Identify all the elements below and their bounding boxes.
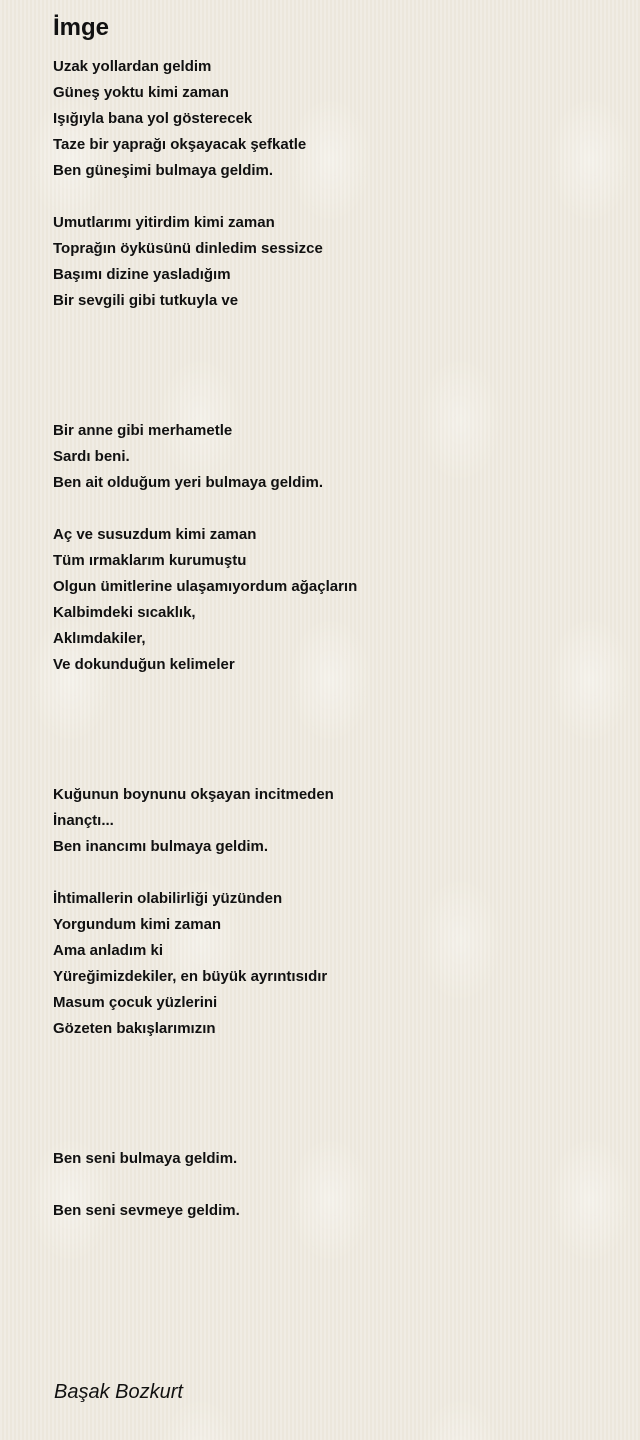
poem-line: Umutlarımı yitirdim kimi zaman <box>53 214 275 231</box>
poem-line: Aklımdakiler, <box>53 630 146 647</box>
poem-line: Tüm ırmaklarım kurumuştu <box>53 552 247 569</box>
stanza <box>53 782 613 860</box>
poem-line: Ama anladım ki <box>53 942 164 959</box>
poem-line: İnançtı... <box>53 812 114 829</box>
poem-line: Yorgundum kimi zaman <box>53 916 222 933</box>
poem-line: Güneş yoktu kimi zaman <box>53 84 229 101</box>
poem-line: Olgun ümitlerine ulaşamıyordum ağaçların <box>53 578 358 595</box>
poem-line: Kalbimdeki sıcaklık, <box>53 604 196 621</box>
stanza-gap <box>53 860 613 886</box>
poem-line: Gözeten bakışlarımızın <box>53 1020 216 1037</box>
poem-line: Başımı dizine yasladığım <box>53 266 231 283</box>
poem-author: Başak Bozkurt <box>54 1381 183 1403</box>
poem-line: İhtimallerin olabilirliği yüzünden <box>53 890 283 907</box>
stanza-gap <box>53 496 613 522</box>
stanza <box>53 1198 613 1224</box>
poem-line: Kuğunun boynunu okşayan incitmeden <box>53 786 334 803</box>
section-gap <box>53 1042 613 1146</box>
poem-line: Taze bir yaprağı okşayacak şefkatle <box>53 136 307 153</box>
stanza <box>53 522 613 678</box>
poem-line: Ve dokunduğun kelimeler <box>53 656 235 673</box>
stanza <box>53 1146 613 1172</box>
poem-line: Ben seni bulmaya geldim. <box>53 1150 238 1167</box>
poem-line: Ben güneşimi bulmaya geldim. <box>53 162 274 179</box>
poem-container <box>53 12 613 1224</box>
section-gap <box>53 678 613 782</box>
stanza-gap <box>53 1172 613 1198</box>
stanza <box>53 418 613 496</box>
poem-line: Ben inancımı bulmaya geldim. <box>53 838 269 855</box>
poem-line: Masum çocuk yüzlerini <box>53 994 218 1011</box>
stanza <box>53 210 613 314</box>
poem-line: Yüreğimizdekiler, en büyük ayrıntısıdır <box>53 968 328 985</box>
poem-line: Bir sevgili gibi tutkuyla ve <box>53 292 239 309</box>
poem-title: İmge <box>53 14 110 41</box>
poem-line: Ben ait olduğum yeri bulmaya geldim. <box>53 474 324 491</box>
poem-line: Toprağın öyküsünü dinledim sessizce <box>53 240 323 257</box>
poem-line: Uzak yollardan geldim <box>53 58 212 75</box>
stanza <box>53 54 613 184</box>
stanza <box>53 886 613 1042</box>
poem-line: Bir anne gibi merhametle <box>53 422 233 439</box>
poem-line: Aç ve susuzdum kimi zaman <box>53 526 257 543</box>
stanza-gap <box>53 184 613 210</box>
poem-line: Sardı beni. <box>53 448 130 465</box>
poem-line: Ben seni sevmeye geldim. <box>53 1202 240 1219</box>
poem-line: Işığıyla bana yol gösterecek <box>53 110 253 127</box>
poem-body <box>53 54 613 1224</box>
section-gap <box>53 314 613 418</box>
